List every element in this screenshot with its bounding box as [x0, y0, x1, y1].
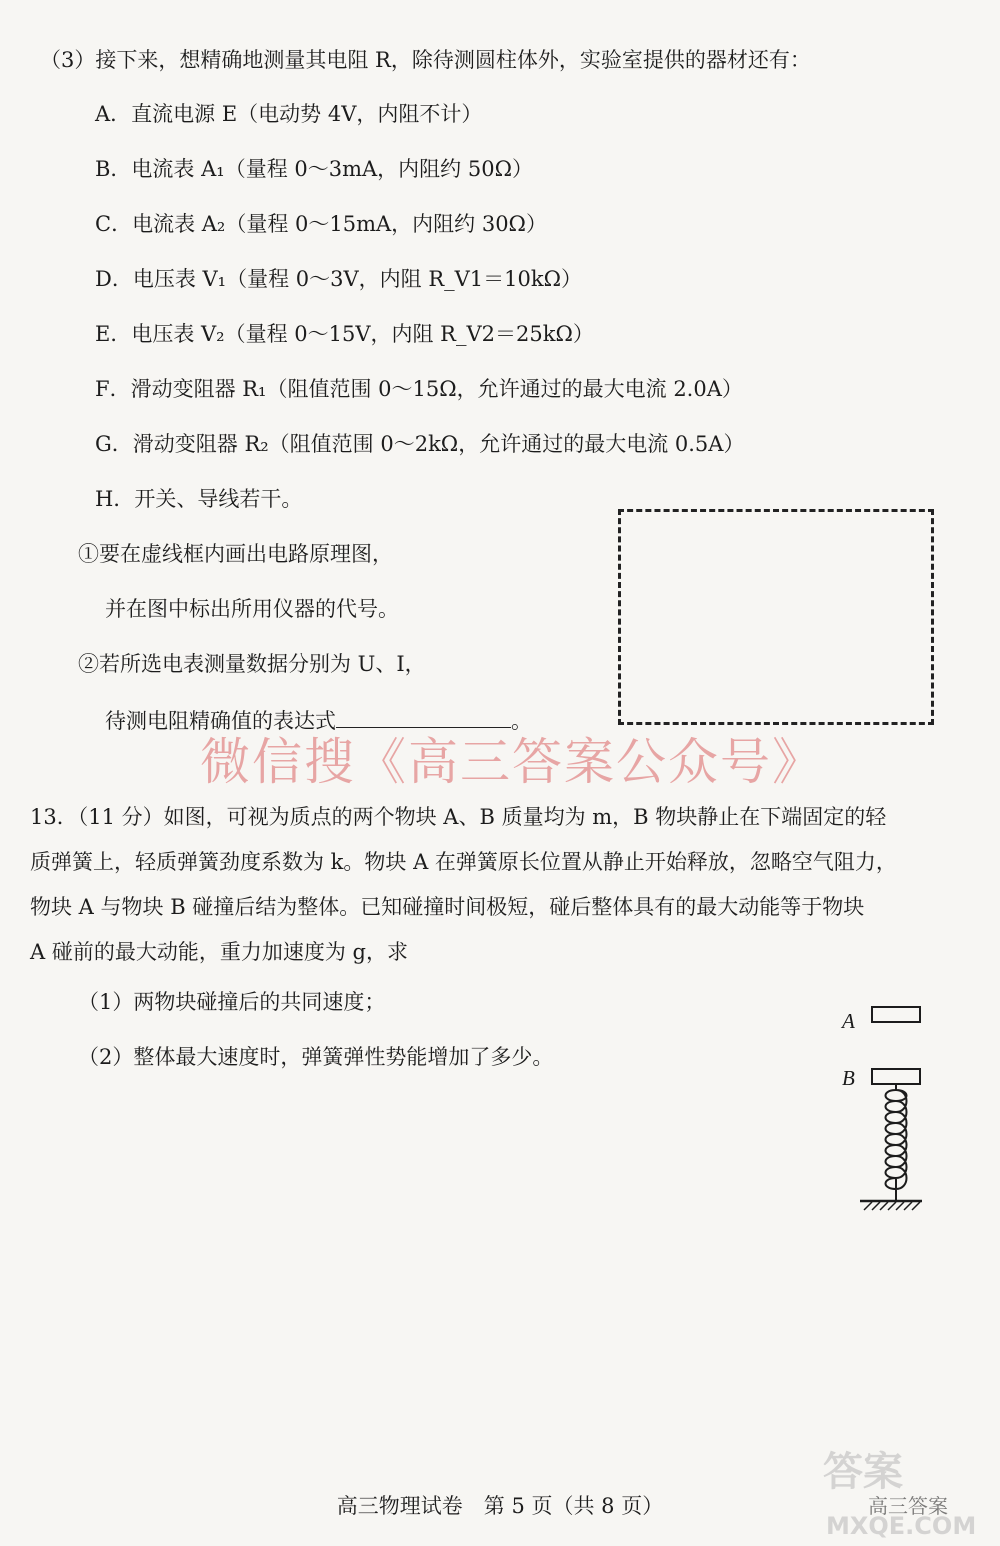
- question-1-line-1: ①要在虚线框内画出电路原理图，: [78, 542, 393, 566]
- block-b-label: B: [842, 1066, 855, 1090]
- q13-sub-1: （1）两物块碰撞后的共同速度；: [78, 990, 386, 1014]
- expression-prompt: 待测电阻精确值的表达式: [105, 709, 336, 733]
- option-c: C．电流表 A₂（量程 0～15mA，内阻约 30Ω）: [95, 212, 547, 236]
- ground-hatching: [864, 1202, 920, 1210]
- option-g: G．滑动变阻器 R₂（阻值范围 0～2kΩ，允许通过的最大电流 0.5A）: [95, 432, 745, 456]
- q13-line-1: 13．（11 分）如图，可视为质点的两个物块 A、B 质量均为 m，B 物块静止在下端固定的轻: [30, 805, 887, 829]
- q13-line-4: A 碰前的最大动能，重力加速度为 g，求: [30, 940, 408, 964]
- option-d: D．电压表 V₁（量程 0～3V，内阻 R_V1＝10kΩ）: [95, 267, 583, 291]
- page-footer: 高三物理试卷 第 5 页（共 8 页）: [336, 1494, 664, 1518]
- question-1-line-2: 并在图中标出所用仪器的代号。: [105, 597, 399, 621]
- circuit-drawing-box[interactable]: [618, 509, 934, 725]
- part3-intro: （3）接下来，想精确地测量其电阻 R，除待测圆柱体外，实验室提供的器材还有：: [40, 48, 811, 72]
- block-b: [872, 1069, 920, 1084]
- block-a: [872, 1007, 920, 1022]
- option-e: E．电压表 V₂（量程 0～15V，内阻 R_V2＝25kΩ）: [95, 322, 594, 346]
- spring-block-figure: [830, 995, 930, 1235]
- stamp-bottom-text: MXQE.COM: [826, 1512, 977, 1540]
- stamp-top-text: 答案: [823, 1449, 903, 1495]
- option-b: B．电流表 A₁（量程 0～3mA，内阻约 50Ω）: [95, 157, 533, 181]
- watermark: 微信搜《高三答案公众号》: [200, 733, 824, 791]
- answer-site-stamp: [818, 1440, 998, 1540]
- expression-period: 。: [511, 709, 532, 733]
- stamp-middle-text: 高三答案: [868, 1494, 948, 1518]
- q13-sub-2: （2）整体最大速度时，弹簧弹性势能增加了多少。: [78, 1045, 554, 1069]
- option-a: A．直流电源 E（电动势 4V，内阻不计）: [95, 102, 483, 126]
- spring-coil: [886, 1084, 907, 1200]
- question-2-line-1: ②若所选电表测量数据分别为 U、I，: [78, 652, 426, 676]
- option-h: H．开关、导线若干。: [95, 487, 303, 511]
- block-a-label: A: [842, 1009, 855, 1033]
- option-f: F．滑动变阻器 R₁（阻值范围 0～15Ω，允许通过的最大电流 2.0A）: [95, 377, 743, 401]
- q13-line-3: 物块 A 与物块 B 碰撞后结为整体。已知碰撞时间极短，碰后整体具有的最大动能等于物块: [30, 895, 865, 919]
- q13-line-2: 质弹簧上，轻质弹簧劲度系数为 k。物块 A 在弹簧原长位置从静止开始释放，忽略空气阻力，: [30, 850, 897, 874]
